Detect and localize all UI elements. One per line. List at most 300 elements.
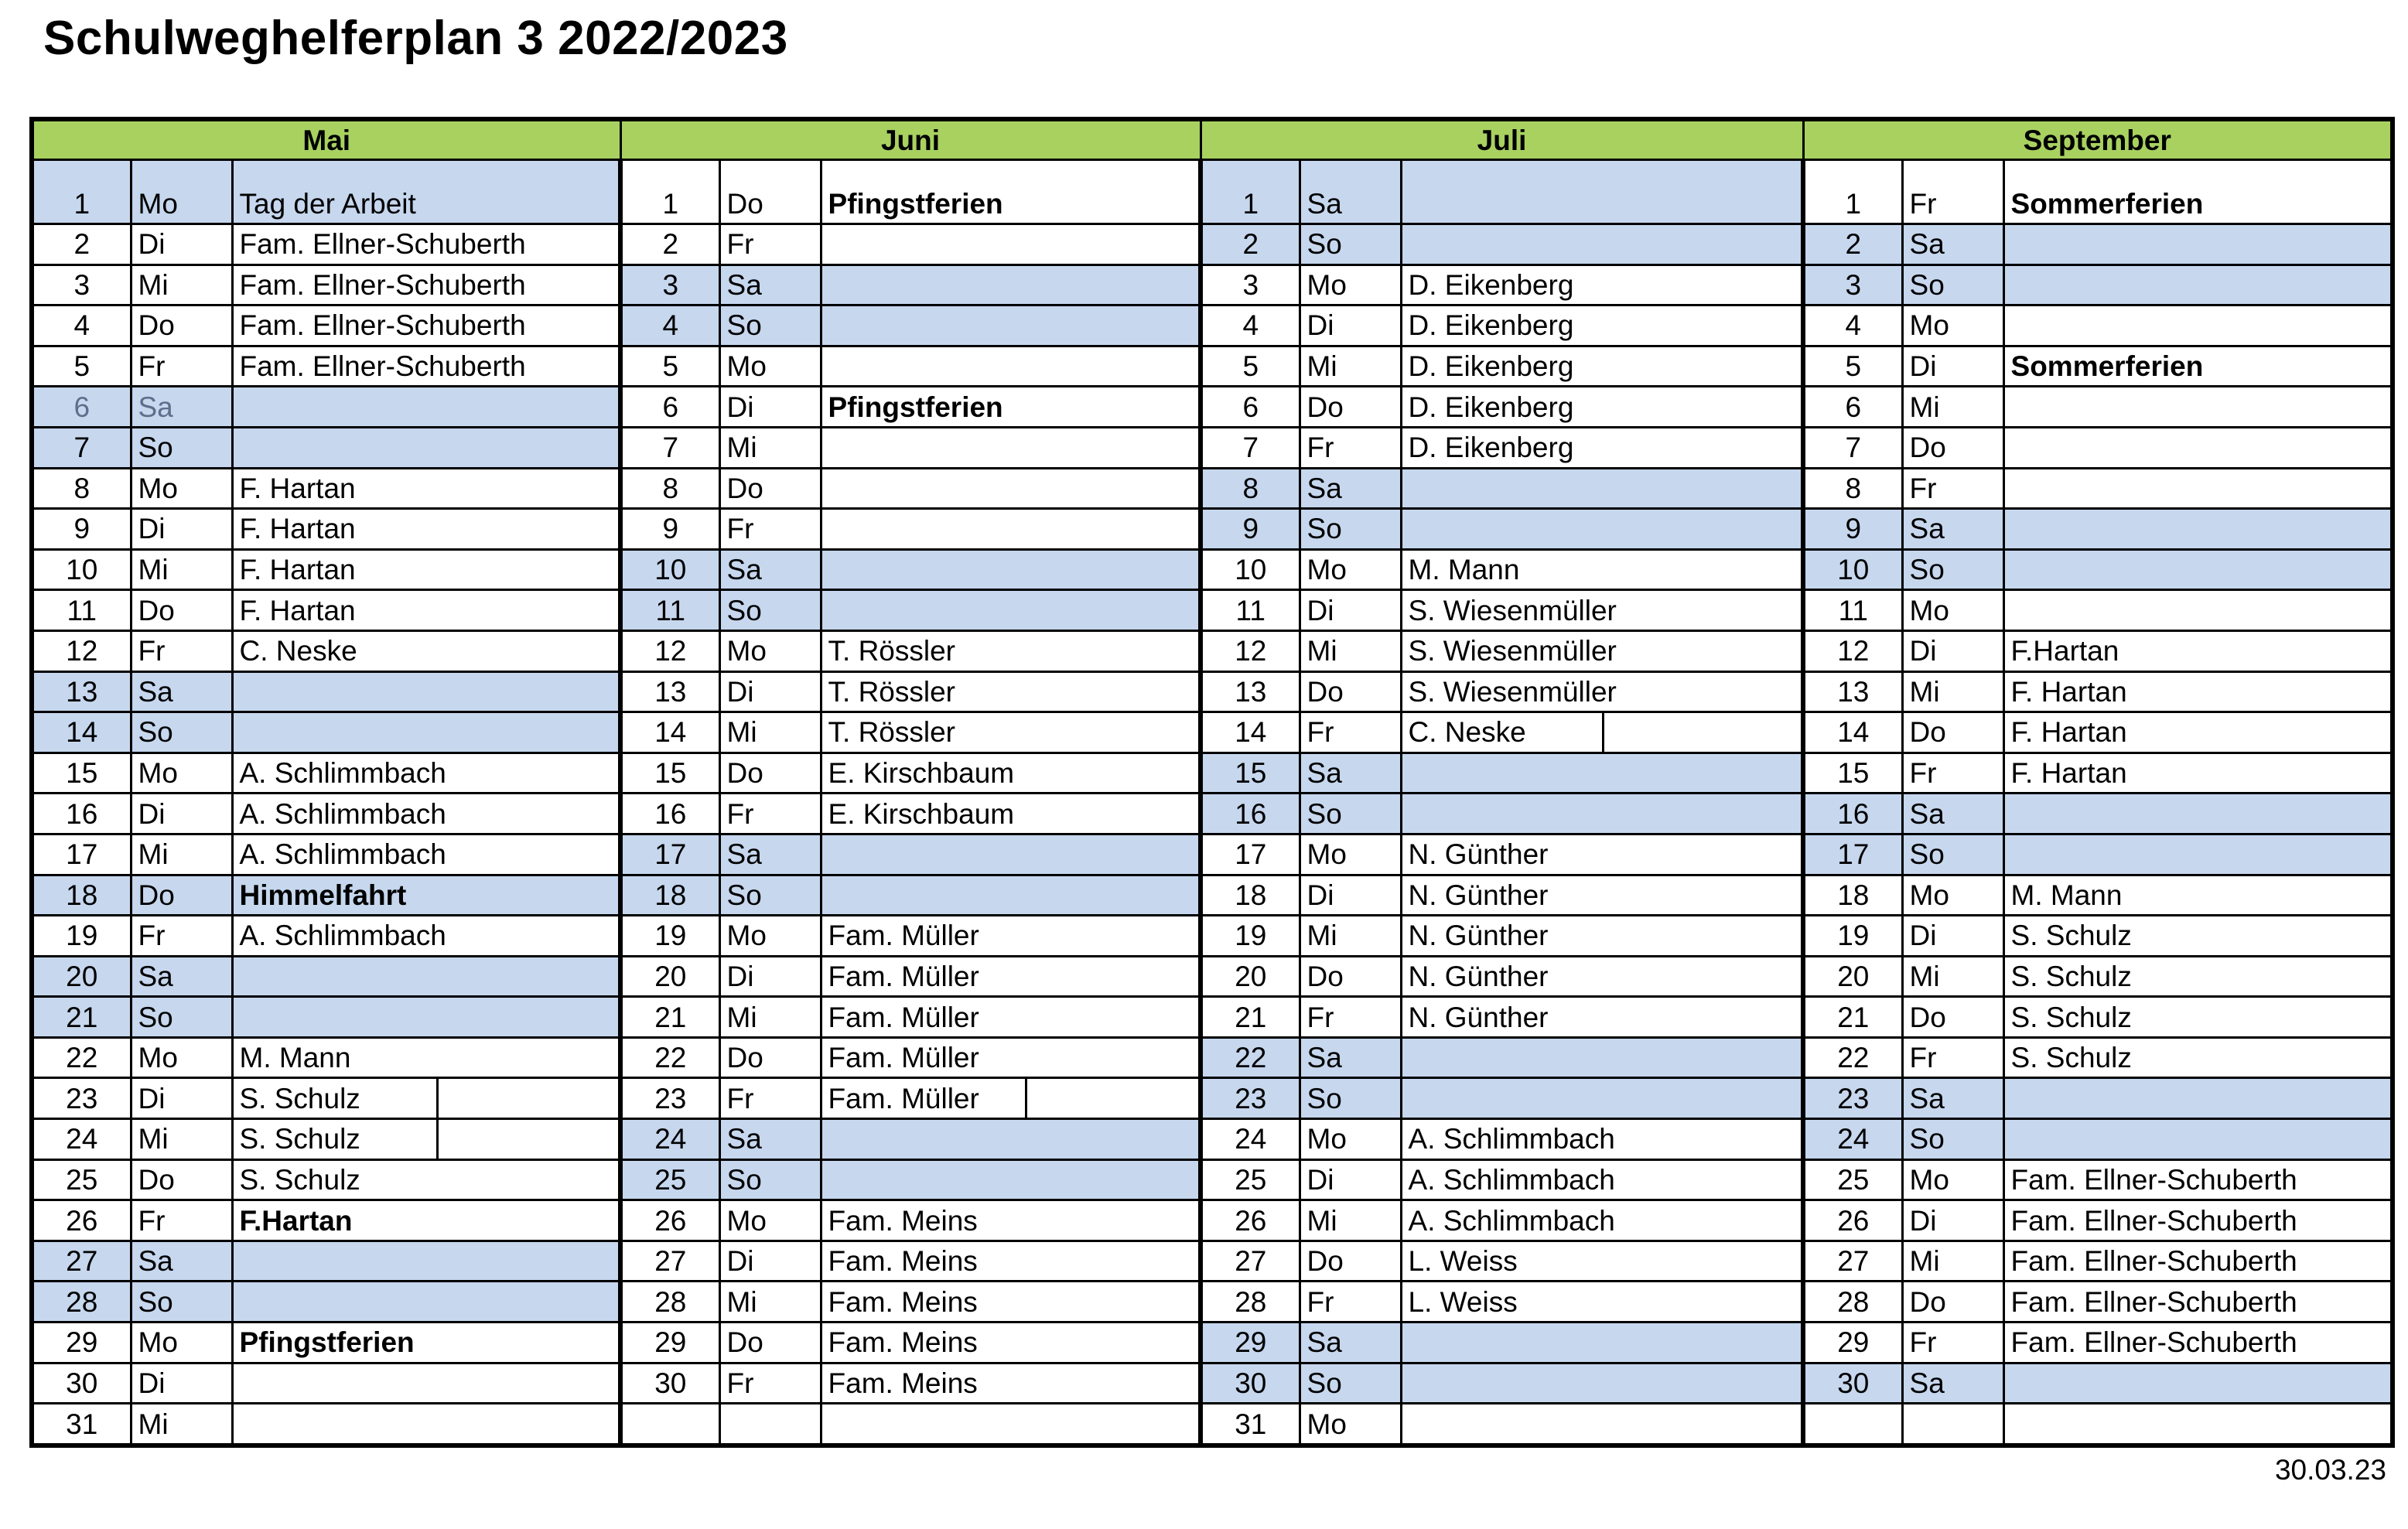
- helper-name: E. Kirschbaum: [821, 753, 1201, 794]
- weekday: Do: [1902, 997, 2003, 1038]
- day-number: 17: [620, 834, 719, 875]
- day-number: 31: [32, 1404, 131, 1445]
- day-number: 6: [1201, 387, 1300, 428]
- weekday: Do: [1300, 956, 1401, 997]
- helper-name: [821, 346, 1201, 387]
- day-number: 19: [1803, 916, 1902, 957]
- cell-divider: [436, 1119, 439, 1160]
- helper-name: [232, 1282, 620, 1323]
- helper-name: S. Wiesenmüller: [1401, 671, 1803, 712]
- weekday: Mo: [131, 753, 232, 794]
- helper-name: [2003, 468, 2393, 509]
- weekday: So: [719, 1159, 821, 1200]
- day-number: 27: [32, 1241, 131, 1282]
- day-number: 19: [32, 916, 131, 957]
- weekday: Sa: [131, 387, 232, 428]
- helper-name: S. Schulz: [232, 1159, 620, 1200]
- weekday: Do: [719, 1037, 821, 1078]
- weekday: Di: [1902, 1200, 2003, 1241]
- day-number: 27: [1201, 1241, 1300, 1282]
- helper-name: Fam. Meins: [821, 1282, 1201, 1323]
- helper-name: [1401, 753, 1803, 794]
- day-number: 24: [620, 1119, 719, 1160]
- helper-name: [821, 427, 1201, 468]
- day-number: 23: [32, 1078, 131, 1119]
- day-number: 25: [1201, 1159, 1300, 1200]
- helper-name: [2003, 265, 2393, 305]
- helper-name: [1401, 160, 1803, 224]
- table-row: [32, 1159, 2393, 1200]
- day-number: 14: [1803, 712, 1902, 753]
- table-row: [32, 160, 2393, 224]
- helper-name: [2003, 1404, 2393, 1445]
- helper-name: F. Hartan: [232, 590, 620, 631]
- helper-name: Pfingstferien: [821, 160, 1201, 224]
- table-row: [32, 427, 2393, 468]
- day-number: 11: [1803, 590, 1902, 631]
- weekday: Di: [1902, 916, 2003, 957]
- weekday: Sa: [1902, 1363, 2003, 1404]
- weekday: Di: [1300, 590, 1401, 631]
- day-number: 9: [32, 509, 131, 550]
- month-header: Mai: [32, 119, 620, 160]
- helper-name: F. Hartan: [232, 549, 620, 590]
- table-row: [32, 1037, 2393, 1078]
- helper-name: [2003, 549, 2393, 590]
- weekday: Di: [1902, 630, 2003, 671]
- weekday: Sa: [1300, 468, 1401, 509]
- table-row: [32, 1282, 2393, 1323]
- helper-name: F.Hartan: [2003, 630, 2393, 671]
- day-number: 18: [32, 875, 131, 916]
- table-row: [32, 387, 2393, 428]
- weekday: Di: [1300, 875, 1401, 916]
- helper-name: Fam. Meins: [821, 1363, 1201, 1404]
- weekday: Mi: [131, 549, 232, 590]
- day-number: 10: [620, 549, 719, 590]
- helper-name: [821, 1119, 1201, 1160]
- day-number: 2: [32, 224, 131, 265]
- table-row: [32, 1323, 2393, 1363]
- day-number: 1: [1201, 160, 1300, 224]
- helper-name: L. Weiss: [1401, 1241, 1803, 1282]
- helper-name: [1401, 712, 1803, 753]
- weekday: Mo: [1300, 549, 1401, 590]
- table-row: [32, 1404, 2393, 1445]
- day-number: 7: [1201, 427, 1300, 468]
- weekday: Do: [1902, 1282, 2003, 1323]
- weekday: Di: [131, 1078, 232, 1119]
- day-number: 21: [1803, 997, 1902, 1038]
- day-number: 10: [32, 549, 131, 590]
- weekday: Sa: [1300, 1323, 1401, 1363]
- page-title: Schulweghelferplan 3 2022/2023: [43, 12, 788, 65]
- day-number: 27: [1803, 1241, 1902, 1282]
- helper-name: [232, 427, 620, 468]
- weekday: Fr: [1300, 712, 1401, 753]
- weekday: So: [1300, 509, 1401, 550]
- weekday: Di: [1300, 1159, 1401, 1200]
- helper-name: [1401, 794, 1803, 834]
- table-row: [32, 346, 2393, 387]
- cell-divider: [1025, 1078, 1027, 1119]
- day-number: 14: [620, 712, 719, 753]
- weekday: Mi: [1902, 671, 2003, 712]
- weekday: Mo: [1300, 1404, 1401, 1445]
- helper-name: Fam. Ellner-Schuberth: [232, 346, 620, 387]
- day-number: 9: [1803, 509, 1902, 550]
- helper-name: A. Schlimmbach: [1401, 1159, 1803, 1200]
- helper-name: [1401, 1037, 1803, 1078]
- weekday: Sa: [1300, 160, 1401, 224]
- day-number: 25: [620, 1159, 719, 1200]
- table-row: [32, 630, 2393, 671]
- day-number: 20: [32, 956, 131, 997]
- day-number: 28: [1803, 1282, 1902, 1323]
- day-number: 19: [620, 916, 719, 957]
- helper-name: D. Eikenberg: [1401, 265, 1803, 305]
- table-row: [32, 1200, 2393, 1241]
- weekday: Mi: [1902, 387, 2003, 428]
- weekday: So: [1300, 1078, 1401, 1119]
- weekday: Fr: [131, 630, 232, 671]
- helper-name: N. Günther: [1401, 956, 1803, 997]
- helper-name: Fam. Müller: [821, 1037, 1201, 1078]
- month-header: September: [1803, 119, 2393, 160]
- helper-name: F. Hartan: [2003, 671, 2393, 712]
- weekday: Mo: [719, 1200, 821, 1241]
- helper-name: N. Günther: [1401, 997, 1803, 1038]
- helper-name: F. Hartan: [2003, 712, 2393, 753]
- day-number: 29: [1201, 1323, 1300, 1363]
- helper-name: [232, 1404, 620, 1445]
- weekday: Di: [131, 1363, 232, 1404]
- day-number: 8: [32, 468, 131, 509]
- helper-name: A. Schlimmbach: [232, 794, 620, 834]
- weekday: Di: [719, 671, 821, 712]
- day-number: 20: [1201, 956, 1300, 997]
- helper-name: A. Schlimmbach: [1401, 1119, 1803, 1160]
- helper-name: [232, 997, 620, 1038]
- day-number: 18: [620, 875, 719, 916]
- helper-name: [232, 1078, 620, 1119]
- helper-name: F.Hartan: [232, 1200, 620, 1241]
- weekday: Mo: [719, 916, 821, 957]
- helper-name: [2003, 590, 2393, 631]
- weekday: Do: [1902, 712, 2003, 753]
- helper-name: [1401, 468, 1803, 509]
- helper-name-text: S. Schulz: [239, 1123, 360, 1155]
- weekday: Do: [1300, 387, 1401, 428]
- helper-name: F. Hartan: [232, 468, 620, 509]
- day-number: 20: [620, 956, 719, 997]
- day-number: 28: [620, 1282, 719, 1323]
- day-number: [620, 1404, 719, 1445]
- helper-name: Fam. Meins: [821, 1323, 1201, 1363]
- weekday: Do: [719, 1323, 821, 1363]
- weekday: Mo: [1902, 1159, 2003, 1200]
- day-number: 19: [1201, 916, 1300, 957]
- weekday: Mo: [1300, 834, 1401, 875]
- weekday: Do: [719, 160, 821, 224]
- helper-name: S. Schulz: [2003, 997, 2393, 1038]
- day-number: 7: [1803, 427, 1902, 468]
- table-row: [32, 794, 2393, 834]
- weekday: Fr: [719, 1078, 821, 1119]
- weekday: So: [1902, 834, 2003, 875]
- day-number: 2: [1201, 224, 1300, 265]
- helper-name-text: Fam. Müller: [828, 1082, 979, 1114]
- day-number: 29: [32, 1323, 131, 1363]
- table-row: [32, 468, 2393, 509]
- weekday: Fr: [1902, 753, 2003, 794]
- table-row: [32, 671, 2393, 712]
- helper-name: Fam. Müller: [821, 916, 1201, 957]
- weekday: Fr: [131, 916, 232, 957]
- day-number: 4: [1201, 305, 1300, 346]
- weekday: Do: [1300, 1241, 1401, 1282]
- day-number: 3: [620, 265, 719, 305]
- weekday: Do: [719, 468, 821, 509]
- day-number: 24: [32, 1119, 131, 1160]
- weekday: Do: [1300, 671, 1401, 712]
- day-number: 13: [1201, 671, 1300, 712]
- weekday: Mi: [719, 997, 821, 1038]
- helper-name: [821, 549, 1201, 590]
- table-row: [32, 1078, 2393, 1119]
- day-number: 6: [1803, 387, 1902, 428]
- cell-divider: [1602, 712, 1604, 753]
- helper-name: D. Eikenberg: [1401, 427, 1803, 468]
- weekday: Di: [719, 1241, 821, 1282]
- weekday: Mo: [1300, 1119, 1401, 1160]
- helper-name: D. Eikenberg: [1401, 305, 1803, 346]
- day-number: 30: [620, 1363, 719, 1404]
- month-header-row: [32, 119, 2393, 160]
- day-number: 18: [1803, 875, 1902, 916]
- weekday: [719, 1404, 821, 1445]
- day-number: 14: [1201, 712, 1300, 753]
- helper-name: [2003, 1363, 2393, 1404]
- helper-name: Fam. Ellner-Schuberth: [232, 224, 620, 265]
- weekday: [1902, 1404, 2003, 1445]
- weekday: So: [131, 1282, 232, 1323]
- day-number: 7: [32, 427, 131, 468]
- day-number: 21: [620, 997, 719, 1038]
- day-number: 5: [1803, 346, 1902, 387]
- day-number: 2: [620, 224, 719, 265]
- day-number: 16: [1803, 794, 1902, 834]
- weekday: Mo: [1902, 305, 2003, 346]
- day-number: 16: [1201, 794, 1300, 834]
- weekday: Do: [131, 590, 232, 631]
- month-header: Juni: [620, 119, 1201, 160]
- cell-divider: [436, 1078, 439, 1119]
- day-number: 14: [32, 712, 131, 753]
- day-number: 11: [32, 590, 131, 631]
- day-number: 16: [32, 794, 131, 834]
- weekday: So: [131, 427, 232, 468]
- helper-name: Fam. Müller: [821, 956, 1201, 997]
- day-number: 21: [32, 997, 131, 1038]
- helper-name: N. Günther: [1401, 875, 1803, 916]
- helper-name: S. Schulz: [2003, 916, 2393, 957]
- helper-name: [1401, 1404, 1803, 1445]
- weekday: Fr: [1902, 468, 2003, 509]
- day-number: 22: [1201, 1037, 1300, 1078]
- weekday: Fr: [1902, 1037, 2003, 1078]
- day-number: 12: [1803, 630, 1902, 671]
- helper-name: S. Schulz: [2003, 956, 2393, 997]
- day-number: 2: [1803, 224, 1902, 265]
- weekday: Mi: [1902, 956, 2003, 997]
- weekday: Mo: [719, 346, 821, 387]
- helper-name: Fam. Ellner-Schuberth: [2003, 1200, 2393, 1241]
- helper-name: M. Mann: [232, 1037, 620, 1078]
- weekday: Sa: [131, 671, 232, 712]
- weekday: Mi: [131, 1119, 232, 1160]
- helper-name: Fam. Ellner-Schuberth: [232, 305, 620, 346]
- day-number: 7: [620, 427, 719, 468]
- helper-name: D. Eikenberg: [1401, 387, 1803, 428]
- helper-name: [1401, 1363, 1803, 1404]
- table-row: [32, 753, 2393, 794]
- helper-name: A. Schlimmbach: [232, 916, 620, 957]
- day-number: 26: [1201, 1200, 1300, 1241]
- day-number: 5: [1201, 346, 1300, 387]
- weekday: Mi: [719, 1282, 821, 1323]
- weekday: Mo: [131, 160, 232, 224]
- table-row: [32, 224, 2393, 265]
- day-number: 5: [620, 346, 719, 387]
- day-number: 11: [620, 590, 719, 631]
- weekday: Do: [131, 1159, 232, 1200]
- weekday: Fr: [1902, 1323, 2003, 1363]
- helper-name: E. Kirschbaum: [821, 794, 1201, 834]
- helper-name: [2003, 224, 2393, 265]
- weekday: Di: [1300, 305, 1401, 346]
- weekday: Di: [719, 956, 821, 997]
- weekday: Di: [131, 794, 232, 834]
- helper-name: [1401, 509, 1803, 550]
- day-number: 27: [620, 1241, 719, 1282]
- helper-name: [821, 509, 1201, 550]
- weekday: Mi: [131, 834, 232, 875]
- helper-name: [1401, 1323, 1803, 1363]
- day-number: 1: [32, 160, 131, 224]
- weekday: Mo: [1902, 875, 2003, 916]
- helper-name: A. Schlimmbach: [1401, 1200, 1803, 1241]
- helper-name: [2003, 794, 2393, 834]
- weekday: So: [1300, 794, 1401, 834]
- helper-name: [2003, 1119, 2393, 1160]
- day-number: 24: [1201, 1119, 1300, 1160]
- weekday: Mo: [131, 1323, 232, 1363]
- day-number: 13: [32, 671, 131, 712]
- helper-name: A. Schlimmbach: [232, 834, 620, 875]
- helper-name: Fam. Ellner-Schuberth: [232, 265, 620, 305]
- weekday: Do: [131, 305, 232, 346]
- weekday: Do: [131, 875, 232, 916]
- day-number: 22: [32, 1037, 131, 1078]
- weekday: Mi: [131, 265, 232, 305]
- day-number: 5: [32, 346, 131, 387]
- helper-name: [821, 305, 1201, 346]
- weekday: Mi: [719, 427, 821, 468]
- helper-name: C. Neske: [232, 630, 620, 671]
- helper-name: T. Rössler: [821, 712, 1201, 753]
- day-number: 12: [620, 630, 719, 671]
- helper-name: [2003, 509, 2393, 550]
- helper-name: Fam. Meins: [821, 1200, 1201, 1241]
- day-number: 23: [1803, 1078, 1902, 1119]
- table-row: [32, 305, 2393, 346]
- helper-name: Pfingstferien: [821, 387, 1201, 428]
- weekday: Mi: [1300, 346, 1401, 387]
- weekday: Fr: [719, 224, 821, 265]
- helper-name: Tag der Arbeit: [232, 160, 620, 224]
- helper-name: Fam. Meins: [821, 1241, 1201, 1282]
- day-number: 13: [620, 671, 719, 712]
- weekday: Sa: [1902, 1078, 2003, 1119]
- weekday: Mo: [131, 1037, 232, 1078]
- helper-name: [2003, 834, 2393, 875]
- weekday: Di: [131, 224, 232, 265]
- helper-name: [2003, 1078, 2393, 1119]
- date-stamp: 30.03.23: [2274, 1454, 2386, 1486]
- helper-name: Sommerferien: [2003, 346, 2393, 387]
- day-number: 11: [1201, 590, 1300, 631]
- helper-name: T. Rössler: [821, 630, 1201, 671]
- weekday: So: [1902, 265, 2003, 305]
- helper-name: [821, 1159, 1201, 1200]
- helper-name: F. Hartan: [232, 509, 620, 550]
- helper-name: [821, 224, 1201, 265]
- table-row: [32, 997, 2393, 1038]
- day-number: 22: [620, 1037, 719, 1078]
- helper-name: [232, 671, 620, 712]
- day-number: 17: [1803, 834, 1902, 875]
- month-header: Juli: [1201, 119, 1803, 160]
- weekday: So: [719, 590, 821, 631]
- day-number: 9: [620, 509, 719, 550]
- weekday: Fr: [719, 1363, 821, 1404]
- helper-name: [232, 1363, 620, 1404]
- day-number: 31: [1201, 1404, 1300, 1445]
- day-number: 3: [1201, 265, 1300, 305]
- weekday: Mo: [131, 468, 232, 509]
- helper-name: [232, 1241, 620, 1282]
- table-row: [32, 509, 2393, 550]
- weekday: So: [1902, 1119, 2003, 1160]
- weekday: So: [1300, 1363, 1401, 1404]
- weekday: Fr: [131, 1200, 232, 1241]
- helper-name: [232, 1119, 620, 1160]
- weekday: Sa: [1300, 753, 1401, 794]
- weekday: Sa: [1300, 1037, 1401, 1078]
- weekday: Sa: [1902, 224, 2003, 265]
- day-number: 8: [1803, 468, 1902, 509]
- weekday: Sa: [131, 956, 232, 997]
- weekday: Mi: [1902, 1241, 2003, 1282]
- helper-name: [2003, 427, 2393, 468]
- weekday: Sa: [719, 549, 821, 590]
- weekday: So: [719, 875, 821, 916]
- day-number: 10: [1201, 549, 1300, 590]
- day-number: 4: [1803, 305, 1902, 346]
- helper-name: S. Wiesenmüller: [1401, 630, 1803, 671]
- table-row: [32, 1119, 2393, 1160]
